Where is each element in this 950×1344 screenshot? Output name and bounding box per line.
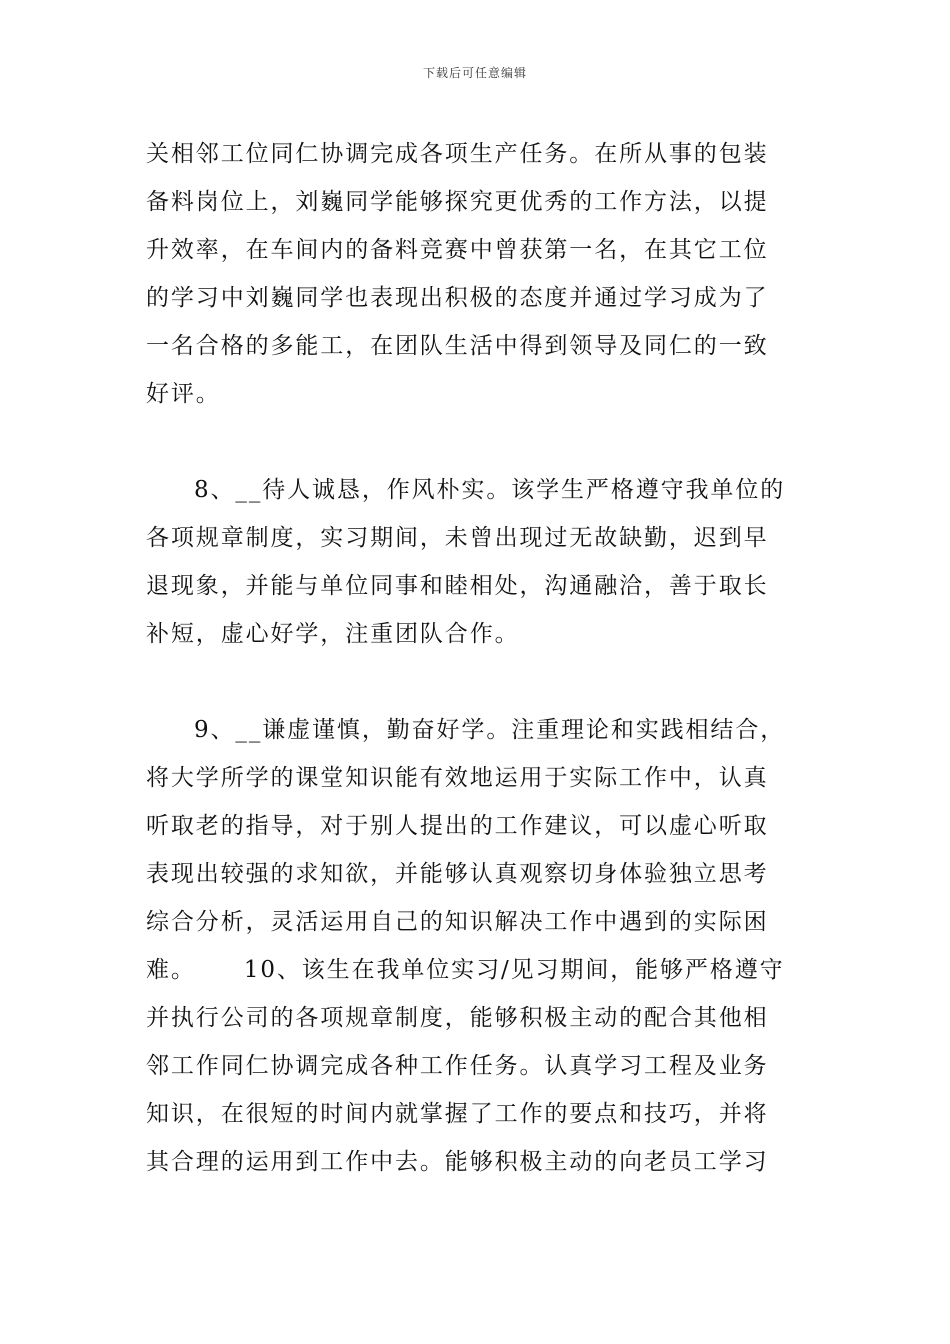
paragraph-4-line: 知识，在很短的时间内就掌握了工作的要点和技巧，并将 [146,1101,769,1127]
header-note: 下载后可任意编辑 [422,66,527,80]
paragraph-4-line: 并执行公司的各项规章制度，能够积极主动的配合其他相 [146,1005,769,1031]
paragraph-3-line: 表现出较强的求知欲，并能够认真观察切身体验独立思考 [146,861,769,887]
paragraph-1-line: 关相邻工位同仁协调完成各项生产任务。在所从事的包装 [146,141,769,167]
paragraph-2-line: 补短，虚心好学，注重团队合作。 [146,621,520,647]
paragraph-3-line: 听取老的指导，对于别人提出的工作建议，可以虚心听取 [146,813,769,839]
paragraph-3-line: 将大学所学的课堂知识能有效地运用于实际工作中，认真 [146,765,769,791]
paragraph-3-line: 9、__谦虚谨慎，勤奋好学。注重理论和实践相结合， [194,717,786,743]
document-body [146,130,806,1186]
paragraph-3-line: 综合分析，灵活运用自己的知识解决工作中遇到的实际困 [146,909,769,935]
paragraph-gap [146,418,806,466]
paragraph-4-line: 邻工作同仁协调完成各种工作任务。认真学习工程及业务 [146,1053,769,1079]
paragraph-2-line: 8、__待人诚恳，作风朴实。该学生严格遵守我单位的 [194,477,786,503]
paragraph-1-line: 一名合格的多能工，在团队生活中得到领导及同仁的一致 [146,333,769,359]
paragraph-gap [146,658,806,706]
paragraph-4-first-line: 10、该生在我单位实习/见习期间，能够严格遵守 [243,957,785,983]
paragraph-3-last-line: 难。 [146,957,196,983]
paragraph-4-line: 其合理的运用到工作中去。能够积极主动的向老员工学习 [146,1149,769,1175]
paragraph-1-line: 的学习中刘巍同学也表现出积极的态度并通过学习成为了 [146,285,769,311]
paragraph-2-line: 各项规章制度，实习期间，未曾出现过无故缺勤，迟到早 [146,525,769,551]
paragraph-1-line: 升效率，在车间内的备料竞赛中曾获第一名，在其它工位 [146,237,769,263]
mixed-line [146,946,806,994]
paragraph-2-line: 退现象，并能与单位同事和睦相处，沟通融洽，善于取长 [146,573,769,599]
paragraph-1-line: 好评。 [146,381,221,407]
paragraph-1-line: 备料岗位上，刘巍同学能够探究更优秀的工作方法，以提 [146,189,769,215]
